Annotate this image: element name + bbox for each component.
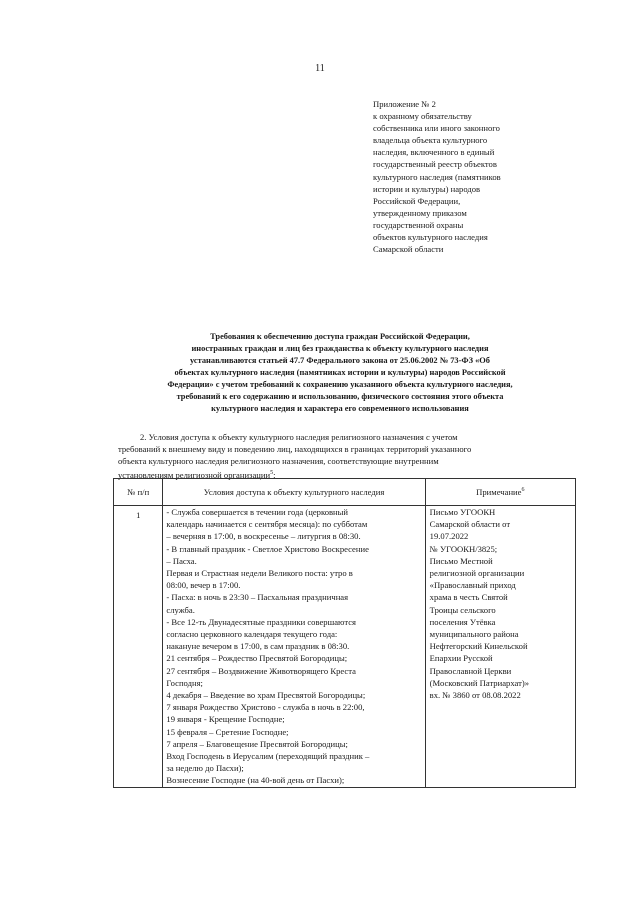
intro-line-last: установлениям религиозной организации$^5$: — [118, 469, 276, 480]
heading-line: объектах культурного наследия (памятниках истории и культуры) народов Российской — [174, 368, 506, 377]
header-conditions: Условия доступа к объекту культурного наследия — [163, 479, 425, 506]
note-line: Епархии Русской — [429, 653, 493, 664]
note-line: вх. № 3860 от 08.08.2022 — [429, 690, 521, 701]
row-num: 1 — [114, 506, 163, 788]
appendix-line: истории и культуры) народов — [373, 183, 481, 194]
condition-line: – Пасха. — [166, 555, 197, 566]
note-line: 19.07.2022 — [429, 531, 469, 542]
note-line: Православной Церкви — [429, 665, 512, 676]
appendix-line: объектов культурного наследия — [373, 232, 488, 243]
note-line: храма в честь Святой — [429, 592, 508, 603]
condition-line: 15 февраля – Сретение Господне; — [166, 726, 289, 737]
condition-line: 4 декабря – Введение во храм Пресвятой Богородицы; — [166, 690, 366, 701]
appendix-line: культурного наследия (памятников — [373, 171, 501, 182]
condition-line: 7 апреля – Благовещение Пресвятой Богородицы; — [166, 738, 348, 749]
appendix-block — [373, 98, 573, 255]
note-line: муниципального района — [429, 629, 519, 640]
condition-line: Первая и Страстная недели Великого поста: утро в — [166, 568, 353, 579]
note-line: «Православный приход — [429, 580, 516, 591]
note-line: религиозной организации — [429, 568, 525, 579]
appendix-line: к охранному обязательству — [373, 111, 472, 122]
condition-line: Господня; — [166, 677, 203, 688]
heading-line: Требования к обеспечению доступа граждан Российской Федерации, — [210, 332, 470, 341]
intro-line: установлениям религиозной организации — [118, 469, 271, 480]
condition-line: Вход Господень в Иерусалим (переходящий праздник – — [166, 751, 370, 762]
appendix-line: Российской Федерации, — [373, 195, 461, 206]
note-line: (Московский Патриархат)» — [429, 677, 530, 688]
footnote-mark: 6 — [521, 487, 525, 494]
row-note — [425, 506, 575, 788]
appendix-line: Самарской области — [373, 244, 444, 255]
appendix-line: владельца объекта культурного — [373, 135, 488, 146]
appendix-line: утвержденному приказом — [373, 207, 467, 218]
appendix-line: собственника или иного законного — [373, 123, 500, 134]
condition-line: - Все 12-ть Двунадесятные праздники совершаются — [166, 616, 356, 627]
appendix-line: государственной охраны — [373, 219, 464, 230]
row-conditions — [163, 506, 425, 788]
condition-line: 21 сентября – Рождество Пресвятой Богородицы; — [166, 653, 348, 664]
condition-line: служба. — [166, 604, 195, 615]
condition-line: за неделю до Пасхи); — [166, 763, 244, 774]
condition-line: согласно церковного календаря текущего года: — [166, 629, 338, 640]
requirements-table — [113, 478, 576, 788]
intro-paragraph — [118, 431, 578, 481]
condition-line: - В главный праздник - Светлое Христово Воскресение — [166, 543, 369, 554]
condition-line: Вознесение Господне (на 40-вой день от Пасхи); — [166, 775, 345, 786]
condition-line: 19 января - Крещение Господне; — [166, 714, 285, 725]
heading-line: Федерации» с учетом требований к сохранению указанного объекта культурного наследия, — [167, 380, 513, 389]
note-line: Письмо УГООКН — [429, 507, 496, 517]
heading-line: устанавливаются статьей 47.7 Федерального закона от 25.06.2002 № 73-ФЗ «Об — [190, 356, 490, 365]
heading-line: иностранных граждан и лиц без гражданства к объекту культурного наследия — [191, 344, 489, 353]
appendix-line: наследия, включенного в единый — [373, 147, 495, 158]
table-row — [114, 506, 576, 788]
heading-line: культурного наследия и характера его современного использования — [211, 404, 469, 413]
footnote-mark: 5 — [270, 470, 274, 476]
header-num: № п/п — [114, 479, 163, 506]
table-header-row — [114, 479, 576, 506]
condition-line: календарь начинается с сентября месяца): по субботам — [166, 519, 368, 530]
intro-line: 2. Условия доступа к объекту культурного наследия религиозного назначения с учетом — [140, 432, 458, 442]
page-number: 11 — [315, 63, 325, 74]
note-line: Самарской области от — [429, 519, 511, 530]
note-line: Нефтегорский Кинельской — [429, 641, 528, 652]
condition-line: накануне вечером в 17:00, в сам праздник в 08:30. — [166, 641, 350, 652]
condition-line: 08:00, вечер в 17:00. — [166, 580, 241, 591]
header-note-label: Примечание — [476, 487, 522, 497]
intro-line: объекта культурного наследия религиозного назначения, соответствующие внутренним — [118, 456, 439, 466]
condition-line: 7 января Рождество Христово - служба в ночь в 22:00, — [166, 702, 365, 713]
note-line: Письмо Местной — [429, 555, 493, 566]
condition-line: - Служба совершается в течении года (церковный — [166, 507, 349, 517]
intro-line: требований к внешнему виду и поведению лиц, находящихся в границах территорий указанного — [118, 444, 472, 454]
header-note — [425, 479, 575, 506]
condition-line: 27 сентября – Воздвижение Животворящего Креста — [166, 665, 356, 676]
heading-line: требований к его содержанию и использованию, физического состояния этого объекта — [176, 392, 504, 401]
condition-line: – вечерняя в 17:00, в воскресенье – литургия в 08:30. — [166, 531, 361, 542]
note-line: поселения Утёвка — [429, 616, 496, 627]
note-line: Троицы сельского — [429, 604, 496, 615]
note-line: № УГООКН/3825; — [429, 543, 498, 554]
appendix-line: Приложение № 2 — [373, 99, 436, 109]
condition-line: - Пасха: в ночь в 23:30 – Пасхальная праздничная — [166, 592, 349, 603]
document-heading — [120, 331, 560, 415]
appendix-line: государственный реестр объектов — [373, 159, 497, 170]
